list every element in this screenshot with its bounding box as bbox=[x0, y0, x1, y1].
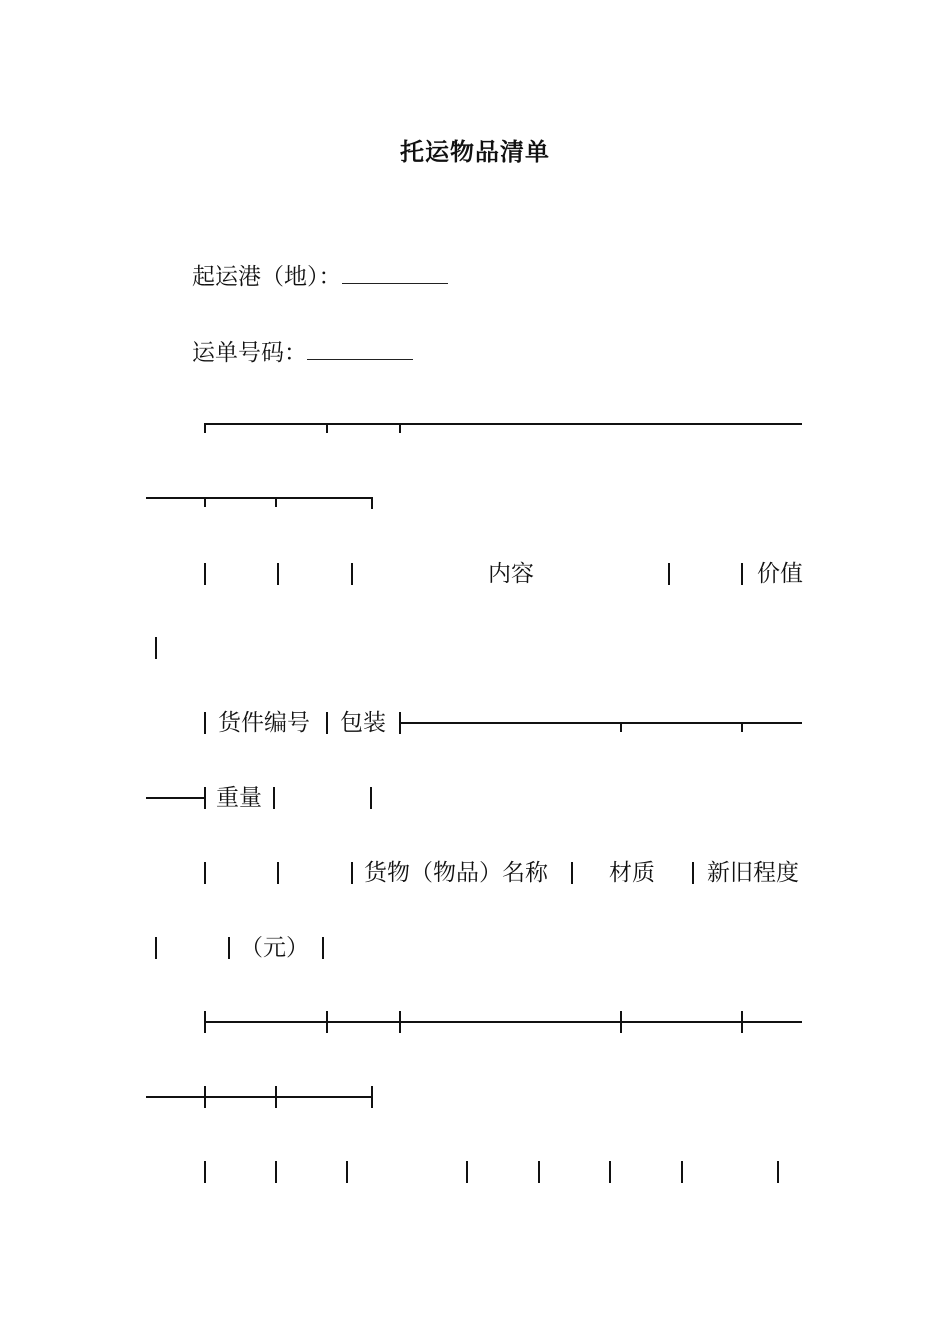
origin-port-blank bbox=[342, 259, 448, 284]
table-row-divider bbox=[275, 1161, 277, 1183]
table-border-tick bbox=[620, 1011, 622, 1033]
table-cell-divider bbox=[277, 862, 279, 884]
origin-port-field bbox=[192, 259, 448, 293]
table-top-border bbox=[204, 423, 802, 425]
table-border-tick bbox=[399, 1011, 401, 1033]
header-condition: 新旧程度 bbox=[707, 860, 799, 886]
table-border-tick bbox=[741, 722, 743, 732]
table-border-tick bbox=[399, 423, 401, 433]
header-packing: 包装 bbox=[340, 710, 386, 736]
table-cell-divider bbox=[228, 937, 230, 959]
header-separator-rule-continued bbox=[146, 1096, 373, 1098]
table-row-divider bbox=[681, 1161, 683, 1183]
table-row-divider bbox=[609, 1161, 611, 1183]
header-material: 材质 bbox=[609, 860, 655, 886]
table-cell-divider bbox=[204, 563, 206, 585]
waybill-number-field bbox=[192, 335, 413, 369]
table-border-tick bbox=[620, 722, 622, 732]
table-cell-divider bbox=[204, 712, 206, 734]
table-border-tick bbox=[204, 1086, 206, 1108]
waybill-number-blank bbox=[307, 335, 413, 360]
header-separator-rule bbox=[204, 1021, 802, 1023]
table-border-tick bbox=[204, 423, 206, 433]
waybill-number-label: 运单号码： bbox=[192, 340, 307, 366]
origin-port-label: 起运港（地）： bbox=[192, 264, 342, 290]
table-row-divider bbox=[466, 1161, 468, 1183]
table-cell-divider bbox=[571, 862, 573, 884]
table-cell-divider bbox=[351, 563, 353, 585]
table-cell-divider bbox=[322, 937, 324, 959]
table-border-tick bbox=[326, 423, 328, 433]
table-row-divider bbox=[538, 1161, 540, 1183]
header-value: 价值 bbox=[757, 561, 803, 587]
table-row-divider bbox=[346, 1161, 348, 1183]
table-cell-divider bbox=[741, 563, 743, 585]
table-cell-divider bbox=[273, 787, 275, 809]
table-top-border-continued bbox=[146, 497, 373, 499]
content-sub-rule-continued bbox=[146, 797, 204, 799]
table-border-tick bbox=[275, 497, 277, 507]
table-border-tick bbox=[204, 1011, 206, 1033]
table-border-tick bbox=[204, 497, 206, 507]
table-cell-divider bbox=[277, 563, 279, 585]
table-cell-divider bbox=[351, 862, 353, 884]
table-cell-divider bbox=[204, 787, 206, 809]
table-border-tick bbox=[371, 1086, 373, 1108]
table-cell-divider bbox=[692, 862, 694, 884]
header-item-number: 货件编号 bbox=[218, 710, 310, 736]
table-row-divider bbox=[204, 1161, 206, 1183]
table-cell-divider bbox=[326, 712, 328, 734]
header-yuan: （元） bbox=[240, 935, 309, 961]
header-goods-name: 货物（物品）名称 bbox=[364, 860, 548, 886]
table-border-tick bbox=[371, 497, 373, 509]
header-weight: 重量 bbox=[216, 785, 262, 811]
table-cell-divider bbox=[370, 787, 372, 809]
table-cell-divider bbox=[204, 862, 206, 884]
table-row-divider bbox=[777, 1161, 779, 1183]
table-cell-divider bbox=[668, 563, 670, 585]
table-border-tick bbox=[275, 1086, 277, 1108]
table-border-tick bbox=[326, 1011, 328, 1033]
document-title: 托运物品清单 bbox=[400, 137, 550, 166]
table-cell-divider bbox=[155, 937, 157, 959]
header-content: 内容 bbox=[488, 561, 534, 587]
table-border-tick bbox=[741, 1011, 743, 1033]
table-cell-divider bbox=[155, 637, 157, 659]
